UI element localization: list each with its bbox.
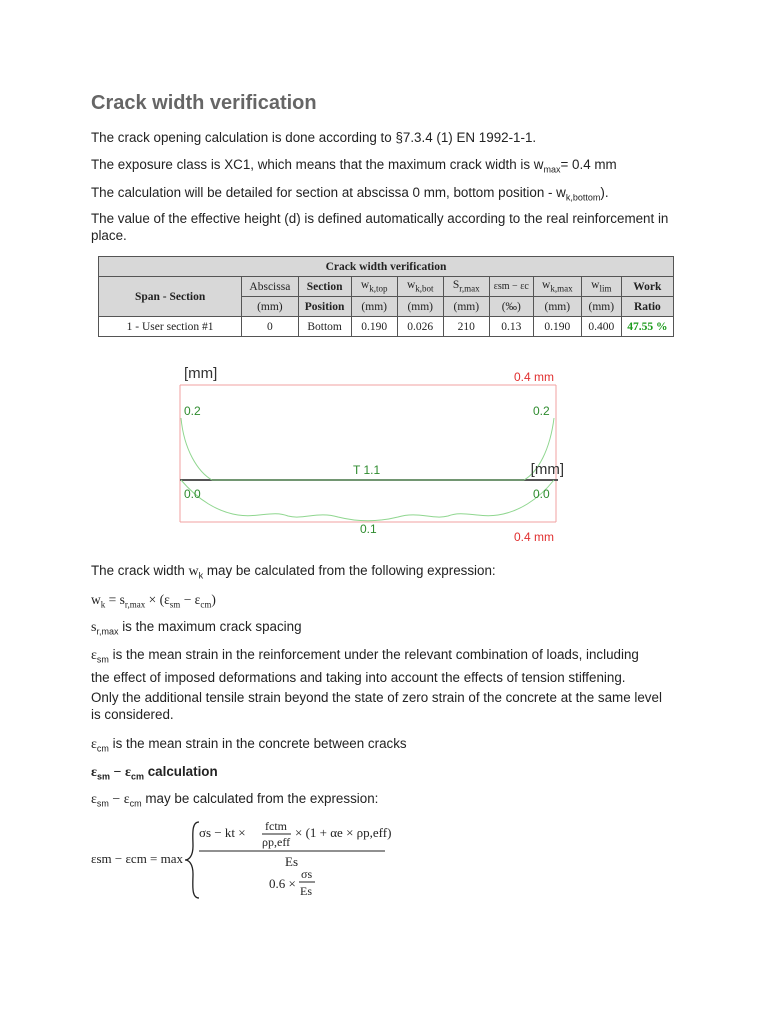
- cell-span-section: 1 - User section #1: [99, 317, 242, 337]
- limit-label-bottom: 0.4 mm: [514, 530, 555, 544]
- col-header-work: Work: [621, 277, 673, 297]
- symbol: w: [542, 279, 551, 292]
- symbol: w: [591, 279, 600, 292]
- eq-sub: k: [100, 599, 106, 610]
- paragraph-sr-max: [91, 618, 681, 641]
- cell-sr-max: 210: [443, 317, 489, 337]
- unit-ratio: Ratio: [621, 297, 673, 317]
- cell-w-lim: 0.400: [581, 317, 621, 337]
- subscript: sm: [96, 798, 109, 809]
- cell-abscissa: 0: [242, 317, 298, 337]
- heading-text: calculation: [143, 764, 218, 779]
- subscript: sm: [96, 654, 109, 665]
- subscript: cm: [96, 743, 109, 754]
- value-label-bottom: 0.1: [360, 522, 377, 536]
- unit-position: Position: [298, 297, 351, 317]
- eq-part: w: [91, 592, 101, 607]
- formula-den: Es: [285, 854, 298, 869]
- subscript: r,max: [96, 626, 119, 637]
- paragraph-text: = 0.4 mm: [560, 157, 617, 172]
- paragraph-text: The exposure class is XC1, which means that the maximum crack width is w: [91, 157, 544, 172]
- subheading-eps-calculation: [91, 763, 681, 786]
- paragraph-text: is the mean strain in the reinforcement under the relevant combination of loads, including the effect of imposed deformations and taking into account the effects of tension stiffening.: [91, 647, 639, 685]
- unit-abscissa: (mm): [242, 297, 298, 317]
- subscript: k,bot: [415, 283, 434, 294]
- unit-eps: (‰): [489, 297, 533, 317]
- eq-sub: cm: [200, 599, 212, 610]
- eq-sub: sm: [169, 599, 181, 610]
- col-header-span-section: Span - Section: [99, 277, 242, 317]
- page-title: Crack width verification: [91, 92, 317, 114]
- unit-wk-top: (mm): [351, 297, 397, 317]
- col-header-sr-max: [443, 277, 489, 297]
- paragraph-eps-sm: [91, 646, 661, 686]
- formula-line2-a: 0.6 ×: [269, 876, 296, 891]
- subscript: lim: [599, 283, 612, 294]
- paragraph-crack-width-intro: [91, 562, 681, 585]
- value-label-right-top: 0.2: [533, 404, 550, 418]
- symbol: ε: [91, 737, 97, 752]
- eq-part: = s: [105, 592, 125, 607]
- table-title: Crack width verification: [99, 257, 674, 277]
- symbol: S: [452, 279, 460, 292]
- symbol: w: [406, 279, 416, 292]
- subscript: max: [543, 164, 561, 175]
- unit-wk-max: (mm): [533, 297, 581, 317]
- cell-wk-max: 0.190: [533, 317, 581, 337]
- eq-sub: r,max: [124, 599, 146, 610]
- subscript: cm: [130, 771, 144, 782]
- unit-label-right: [mm]: [530, 461, 564, 478]
- symbol: s: [91, 620, 97, 635]
- paragraph-text: may be calculated from the following expression:: [203, 563, 496, 578]
- crack-width-table: [98, 256, 674, 337]
- col-header-wk-bot: [397, 277, 443, 297]
- col-header-wk-max: [533, 277, 581, 297]
- paragraph-standard-reference: The crack opening calculation is done according to §7.3.4 (1) EN 1992-1-1.: [91, 130, 537, 145]
- col-header-section: Section: [298, 277, 351, 297]
- subscript: r,max: [459, 283, 480, 294]
- eq-part: ): [211, 592, 216, 607]
- formula-num-b: × (1 + αe × ρp,eff): [295, 825, 392, 840]
- paragraph-additional-strain: Only the additional tensile strain beyond the state of zero strain of the concrete at the same level is considered.: [91, 690, 662, 722]
- symbol: ε: [91, 765, 97, 780]
- paragraph-section-detail: [91, 184, 681, 207]
- equation-crack-width: [91, 591, 681, 614]
- unit-sr-max: (mm): [443, 297, 489, 317]
- formula-frac-top: fctm: [265, 819, 287, 833]
- col-header-abscissa: Abscissa: [242, 277, 298, 297]
- subscript: k,bottom: [565, 192, 601, 203]
- formula-frac-bot: ρp,eff: [262, 835, 291, 849]
- paragraph-exposure-class: [91, 156, 681, 179]
- eq-part: − ε: [180, 592, 201, 607]
- symbol: w: [188, 564, 199, 579]
- value-label-left-zero: 0.0: [184, 487, 201, 501]
- paragraph-eps-cm: [91, 735, 681, 758]
- subscript: k,top: [369, 283, 388, 294]
- value-label-right-zero: 0.0: [533, 487, 550, 501]
- paragraph-text: may be calculated from the expression:: [141, 791, 379, 806]
- strain-formula: [91, 816, 411, 906]
- subscript: cm: [129, 798, 142, 809]
- symbol: − ε: [110, 765, 131, 780]
- formula-line2-bot: Es: [300, 884, 312, 898]
- col-header-w-lim: [581, 277, 621, 297]
- symbol: ε: [91, 648, 97, 663]
- value-label-left-top: 0.2: [184, 404, 201, 418]
- formula-line2-top: σs: [301, 867, 313, 881]
- formula-svg: [91, 816, 411, 906]
- formula-brace: [185, 822, 199, 898]
- beam-label: T 1.1: [353, 463, 381, 477]
- unit-w-lim: (mm): [581, 297, 621, 317]
- subscript: k,max: [550, 283, 573, 294]
- formula-lhs: εsm − εcm = max: [91, 851, 184, 866]
- crack-width-diagram: [178, 360, 564, 550]
- unit-wk-bot: (mm): [397, 297, 443, 317]
- paragraph-text: is the maximum crack spacing: [118, 619, 302, 634]
- cell-wk-top: 0.190: [351, 317, 397, 337]
- paragraph-text: The calculation will be detailed for section at abscissa 0 mm, bottom position - w: [91, 185, 566, 200]
- cell-eps: 0.13: [489, 317, 533, 337]
- symbol: − ε: [108, 792, 130, 807]
- bottom-crack-curve: [181, 480, 554, 521]
- cell-position: Bottom: [298, 317, 351, 337]
- subscript: k: [198, 570, 204, 581]
- col-header-wk-top: [351, 277, 397, 297]
- paragraph-eps-expression-intro: [91, 790, 681, 813]
- paragraph-text: is the mean strain in the concrete between cracks: [108, 736, 407, 751]
- table-row: [99, 317, 674, 337]
- cell-wk-bot: 0.026: [397, 317, 443, 337]
- cell-work-ratio: 47.55 %: [621, 317, 673, 337]
- subscript: sm: [96, 771, 110, 782]
- eq-part: × (ε: [145, 592, 170, 607]
- paragraph-text: The crack width: [91, 563, 189, 578]
- limit-label-top: 0.4 mm: [514, 370, 555, 384]
- paragraph-effective-height: The value of the effective height (d) is defined automatically according to the real reinforcement in place.: [91, 211, 669, 243]
- diagram-svg: [178, 360, 564, 550]
- symbol: ε: [91, 792, 97, 807]
- col-header-eps-diff: εsm − εc: [489, 277, 533, 297]
- formula-num-a: σs − kt ×: [199, 825, 246, 840]
- symbol: w: [360, 279, 370, 292]
- paragraph-text: ).: [600, 185, 609, 200]
- unit-label-top: [mm]: [184, 365, 218, 382]
